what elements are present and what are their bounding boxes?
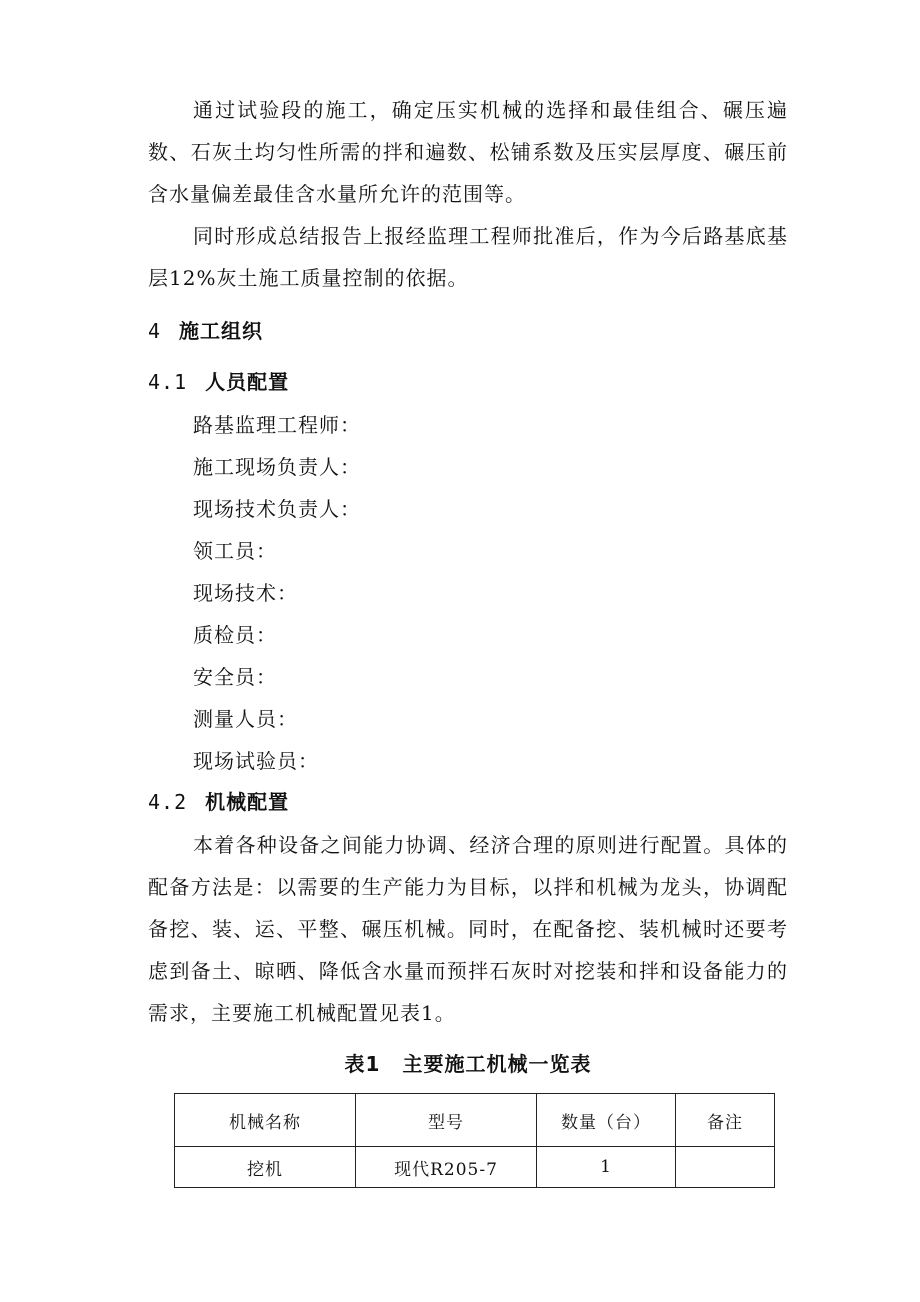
staff-item: 领工员：	[193, 539, 277, 563]
staff-list	[193, 404, 361, 782]
staff-item: 现场技术：	[193, 581, 298, 605]
table-caption-title: 主要施工机械一览表	[402, 1052, 592, 1076]
cell-quantity: 1	[537, 1147, 676, 1188]
cell-machine-name: 挖机	[175, 1147, 356, 1188]
column-header-machine-name: 机械名称	[175, 1094, 356, 1147]
staff-item: 现场技术负责人：	[193, 497, 361, 521]
staff-item: 安全员：	[193, 665, 277, 689]
heading-title: 施工组织	[179, 319, 264, 343]
table-caption-label: 表1	[344, 1052, 381, 1076]
heading-title: 机械配置	[205, 790, 290, 814]
table-caption	[148, 1048, 788, 1080]
paragraph-summary-report: 同时形成总结报告上报经监理工程师批准后，作为今后路基底基层12%灰土施工质量控制的依据。	[148, 224, 788, 290]
column-header-model: 型号	[356, 1094, 537, 1147]
cell-remarks	[676, 1147, 775, 1188]
cell-model: 现代R205-7	[356, 1147, 537, 1188]
heading-machinery-config	[148, 786, 289, 818]
paragraph-machinery: 本着各种设备之间能力协调、经济合理的原则进行配置。具体的配备方法是：以需要的生产能力为目标，以拌和机械为龙头，协调配备挖、装、运、平整、碾压机械。同时，在配备挖、装机械时还要考虑到备土、晾晒、降低含水量而预拌石灰时对挖装和拌和设备能力的需求，主要施工机械配置见表1。	[148, 833, 788, 1025]
heading-number: 4.1	[148, 370, 188, 394]
heading-title: 人员配置	[205, 370, 290, 394]
column-header-remarks: 备注	[676, 1094, 775, 1147]
table-header-row	[175, 1094, 775, 1147]
staff-item: 质检员：	[193, 623, 277, 647]
paragraph-trial-section: 通过试验段的施工，确定压实机械的选择和最佳组合、碾压遍数、石灰土均匀性所需的拌和遍数、松铺系数及压实层厚度、碾压前含水量偏差最佳含水量所允许的范围等。	[148, 98, 788, 206]
staff-item: 施工现场负责人：	[193, 455, 361, 479]
machinery-table	[174, 1093, 775, 1188]
staff-item: 路基监理工程师：	[193, 413, 361, 437]
staff-item: 测量人员：	[193, 707, 298, 731]
table-row	[175, 1147, 775, 1188]
heading-construction-organization	[148, 315, 263, 347]
staff-item: 现场试验员：	[193, 749, 319, 773]
heading-personnel-config	[148, 366, 289, 398]
column-header-quantity: 数量（台）	[537, 1094, 676, 1147]
heading-number: 4.2	[148, 790, 188, 814]
heading-number: 4	[148, 319, 162, 343]
